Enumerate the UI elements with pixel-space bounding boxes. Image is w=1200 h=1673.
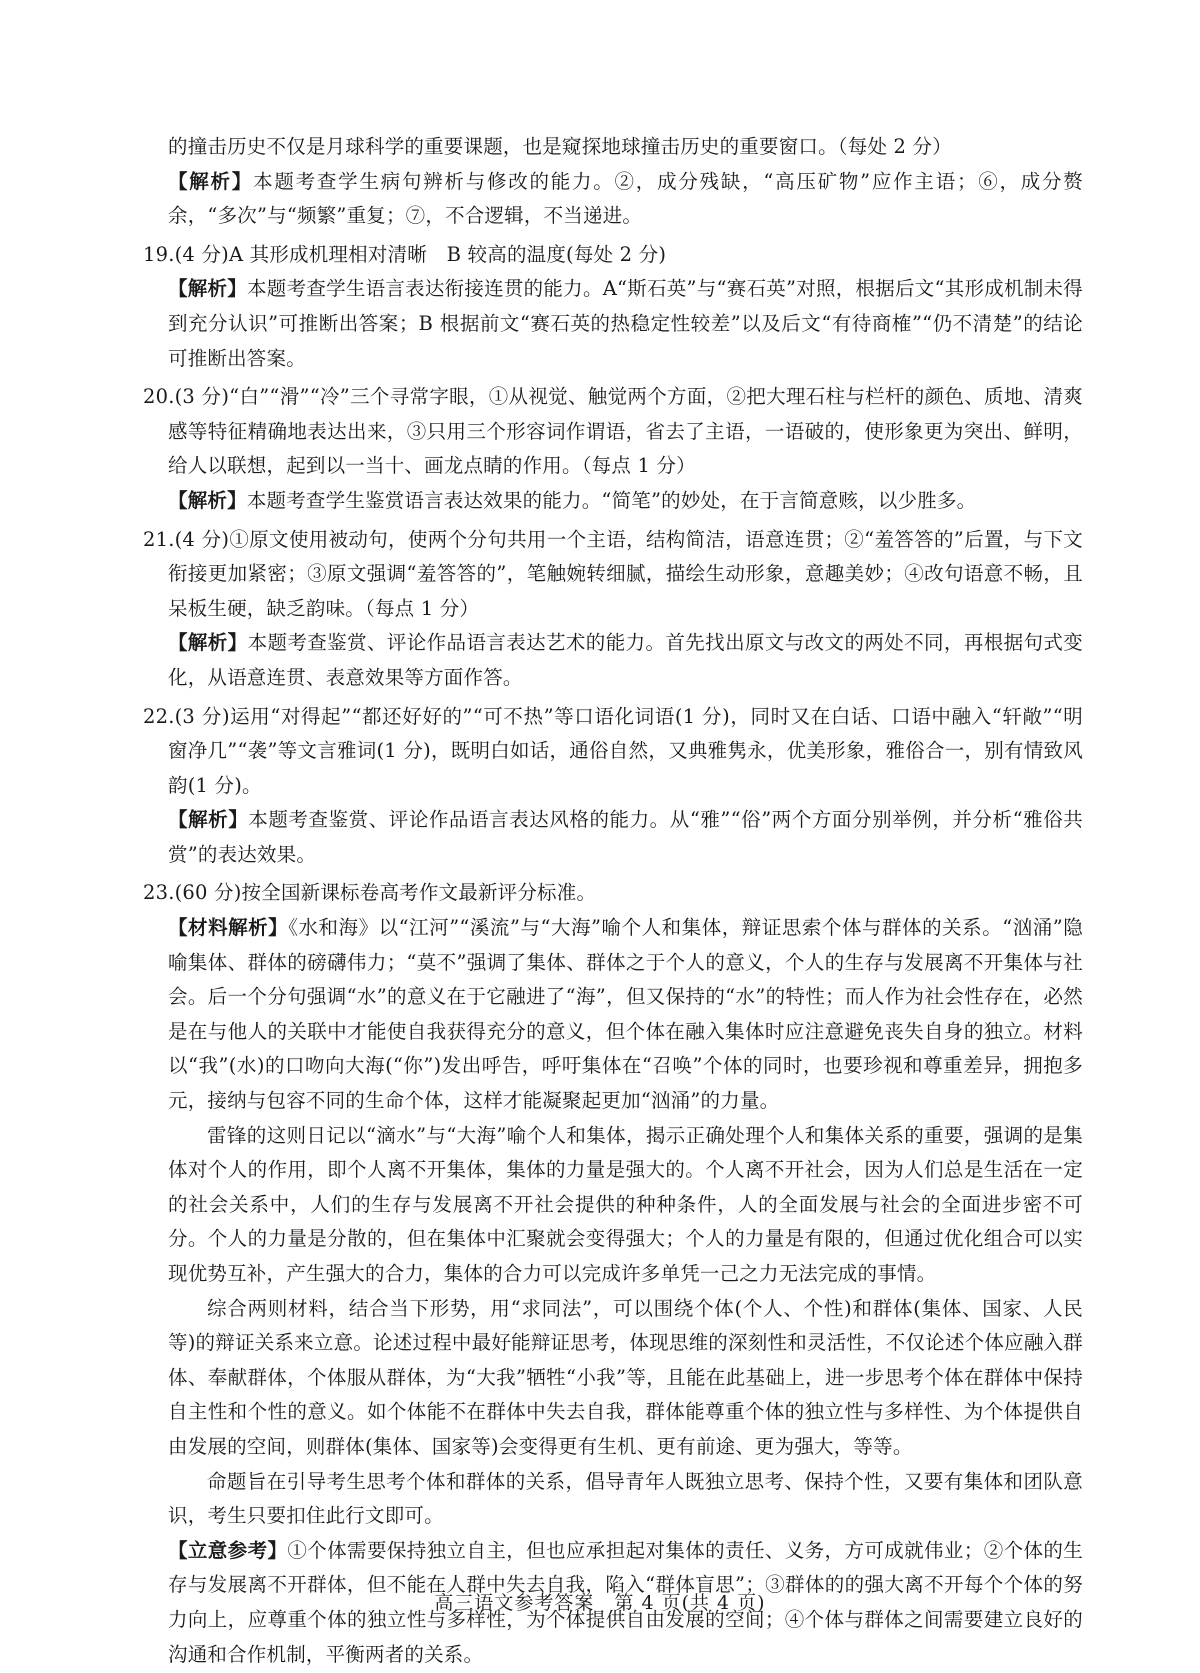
analysis-text: 本题考查鉴赏、评论作品语言表达艺术的能力。首先找出原文与改文的两处不同，再根据句式变化，从语意连贯、表意效果等方面作答。: [168, 631, 1083, 689]
q18-analysis: [168, 165, 1083, 234]
q21-answer: [143, 523, 1083, 627]
answer-text: (3 分)“白”“滑”“冷”三个寻常字眼，①从视觉、触觉两个方面，②把大理石柱与栏杆的颜色、质地、清爽感等特征精确地表达出来，③只用三个形容词作谓语，省去了主语，一语破的，使形象更为突出、鲜明，给人以联想，起到以一当十、画龙点睛的作用。（每点 1 分）: [168, 385, 1083, 478]
q23-paragraph-2: 综合两则材料，结合当下形势，用“求同法”，可以围绕个体(个人、个性)和群体(集体、国家、人民等)的辩证关系来立意。论述过程中最好能辩证思考，体现思维的深刻性和灵活性，不仅论述个体应融入群体、奉献群体，个体服从群体，为“大我”牺牲“小我”等，且能在此基础上，进一步思考个体在群体中保持自主性和个性的意义。如个体能不在群体中失去自我，群体能尊重个体的独立性与多样性、为个体提供自由发展的空间，则群体(集体、国家等)会变得更有生机、更有前途、更为强大，等等。: [168, 1296, 1083, 1458]
answer-text: (4 分)A 其形成机理相对清晰 B 较高的温度(每处 2 分): [174, 242, 667, 266]
material-analysis-tag: 【材料解析】: [168, 916, 289, 940]
q23-block: [143, 876, 1083, 1672]
material-analysis-text: 《水和海》以“江河”“溪流”与“大海”喻个人和集体，辩证思索个体与群体的关系。“汹涌”隐喻集体、群体的磅礴伟力；“莫不”强调了集体、群体之于个人的意义，个人的生存与发展离不开集体与社会。后一个分句强调“水”的意义在于它融进了“海”，但又保持的“水”的特性；而人作为社会性存在，必然是在与他人的关联中才能使自我获得充分的意义，但个体在融入集体时应注意避免丧失自身的独立。材料以“我”(水)的口吻向大海(“你”)发出呼告，呼吁集体在“召唤”个体的同时，也要珍视和尊重差异，拥抱多元，接纳与包容不同的生命个体，这样才能凝聚起更加“汹涌”的力量。: [168, 916, 1083, 1113]
answer-text: (60 分)按全国新课标卷高考作文最新评分标准。: [174, 881, 597, 905]
q20-answer: [143, 380, 1083, 484]
q23-answer: [143, 876, 1083, 911]
q20-analysis: [168, 484, 1083, 519]
question-number: 23.: [143, 881, 175, 905]
analysis-text: 本题考查鉴赏、评论作品语言表达风格的能力。从“雅”“俗”两个方面分别举例，并分析“雅俗共赏”的表达效果。: [168, 808, 1083, 866]
page-footer: 高三语文参考答案 第 4 页(共 4 页): [434, 1592, 766, 1614]
q23-material-analysis: [168, 911, 1083, 1119]
analysis-text: 本题考查学生语言表达衔接连贯的能力。A“斯石英”与“赛石英”对照，根据后文“其形成机制未得到充分认识”可推断出答案；B 根据前文“赛石英的热稳定性较差”以及后文“有待商榷”“仍不清楚”的结论可推断出答案。: [168, 277, 1083, 370]
question-number: 22.: [143, 704, 175, 728]
reference-text: ①个体需要保持独立自主，但也应承担起对集体的责任、义务，方可成就伟业；②个体的生存与发展离不开群体，但不能在人群中失去自我，陷入“群体盲思”；③群体的的强大离不开每个个体的努力向上，应尊重个体的独立性与多样性，为个体提供自由发展的空间；④个体与群体之间需要建立良好的沟通和合作机制，平衡两者的关系。: [168, 1538, 1083, 1666]
q22-answer: [143, 700, 1083, 804]
q21-block: [143, 523, 1083, 696]
q21-analysis: [168, 626, 1083, 695]
q19-block: [143, 238, 1083, 376]
question-number: 19.: [143, 242, 175, 266]
q22-block: [143, 700, 1083, 873]
answer-text: (3 分)运用“对得起”“都还好好的”“可不热”等口语化词语(1 分)，同时又在白话、口语中融入“轩敞”“明窗净几”“袭”等文言雅词(1 分)，既明白如话，通俗自然，又典雅隽永，优美形象，雅俗合一，别有情致风韵(1 分)。: [168, 704, 1083, 797]
q18-answer-continuation: 的撞击历史不仅是月球科学的重要课题，也是窥探地球撞击历史的重要窗口。（每处 2 分）: [168, 135, 952, 158]
q19-analysis: [168, 272, 1083, 376]
analysis-tag: 【解析】: [168, 808, 249, 832]
reference-tag: 【立意参考】: [168, 1538, 288, 1562]
analysis-tag: 【解析】: [168, 277, 248, 301]
q23-paragraph-1: 雷锋的这则日记以“滴水”与“大海”喻个人和集体，揭示正确处理个人和集体关系的重要，强调的是集体对个人的作用，即个人离不开集体，集体的力量是强大的。个人离不开社会，因为人们总是生活在一定的社会关系中，人们的生存与发展离不开社会提供的种种条件，人的全面发展与社会的全面进步密不可分。个人的力量是分散的，但在集体中汇聚就会变得强大；个人的力量是有限的，但通过优化组合可以实现优势互补，产生强大的合力，集体的合力可以完成许多单凭一己之力无法完成的事情。: [168, 1123, 1083, 1285]
q20-block: [143, 380, 1083, 518]
analysis-tag: 【解析】: [168, 631, 248, 655]
analysis-tag: 【解析】: [168, 488, 247, 512]
question-number: 20.: [143, 385, 175, 409]
analysis-tag: 【解析】: [168, 169, 254, 193]
q23-paragraph-3: 命题旨在引导考生思考个体和群体的关系，倡导青年人既独立思考、保持个性，又要有集体和团队意识，考生只要扣住此行文即可。: [168, 1469, 1083, 1528]
q18-block: [143, 130, 1083, 234]
q22-analysis: [168, 803, 1083, 872]
answer-text: (4 分)①原文使用被动句，使两个分句共用一个主语，结构简洁，语意连贯；②“羞答答的”后置，与下文衔接更加紧密；③原文强调“羞答答的”，笔触婉转细腻，描绘生动形象，意趣美妙；④改句语意不畅，且呆板生硬，缺乏韵味。（每点 1 分）: [168, 527, 1083, 620]
answer-content: [143, 130, 1083, 1672]
analysis-text: 本题考查学生鉴赏语言表达效果的能力。“简笔”的妙处，在于言简意赅，以少胜多。: [246, 488, 977, 512]
question-number: 21.: [143, 527, 175, 551]
analysis-text: 本题考查学生病句辨析与修改的能力。②，成分残缺，“高压矿物”应作主语；⑥，成分赘余，“多次”与“频繁”重复；⑦，不合逻辑，不当递进。: [168, 169, 1083, 228]
q19-answer: [143, 238, 1083, 273]
